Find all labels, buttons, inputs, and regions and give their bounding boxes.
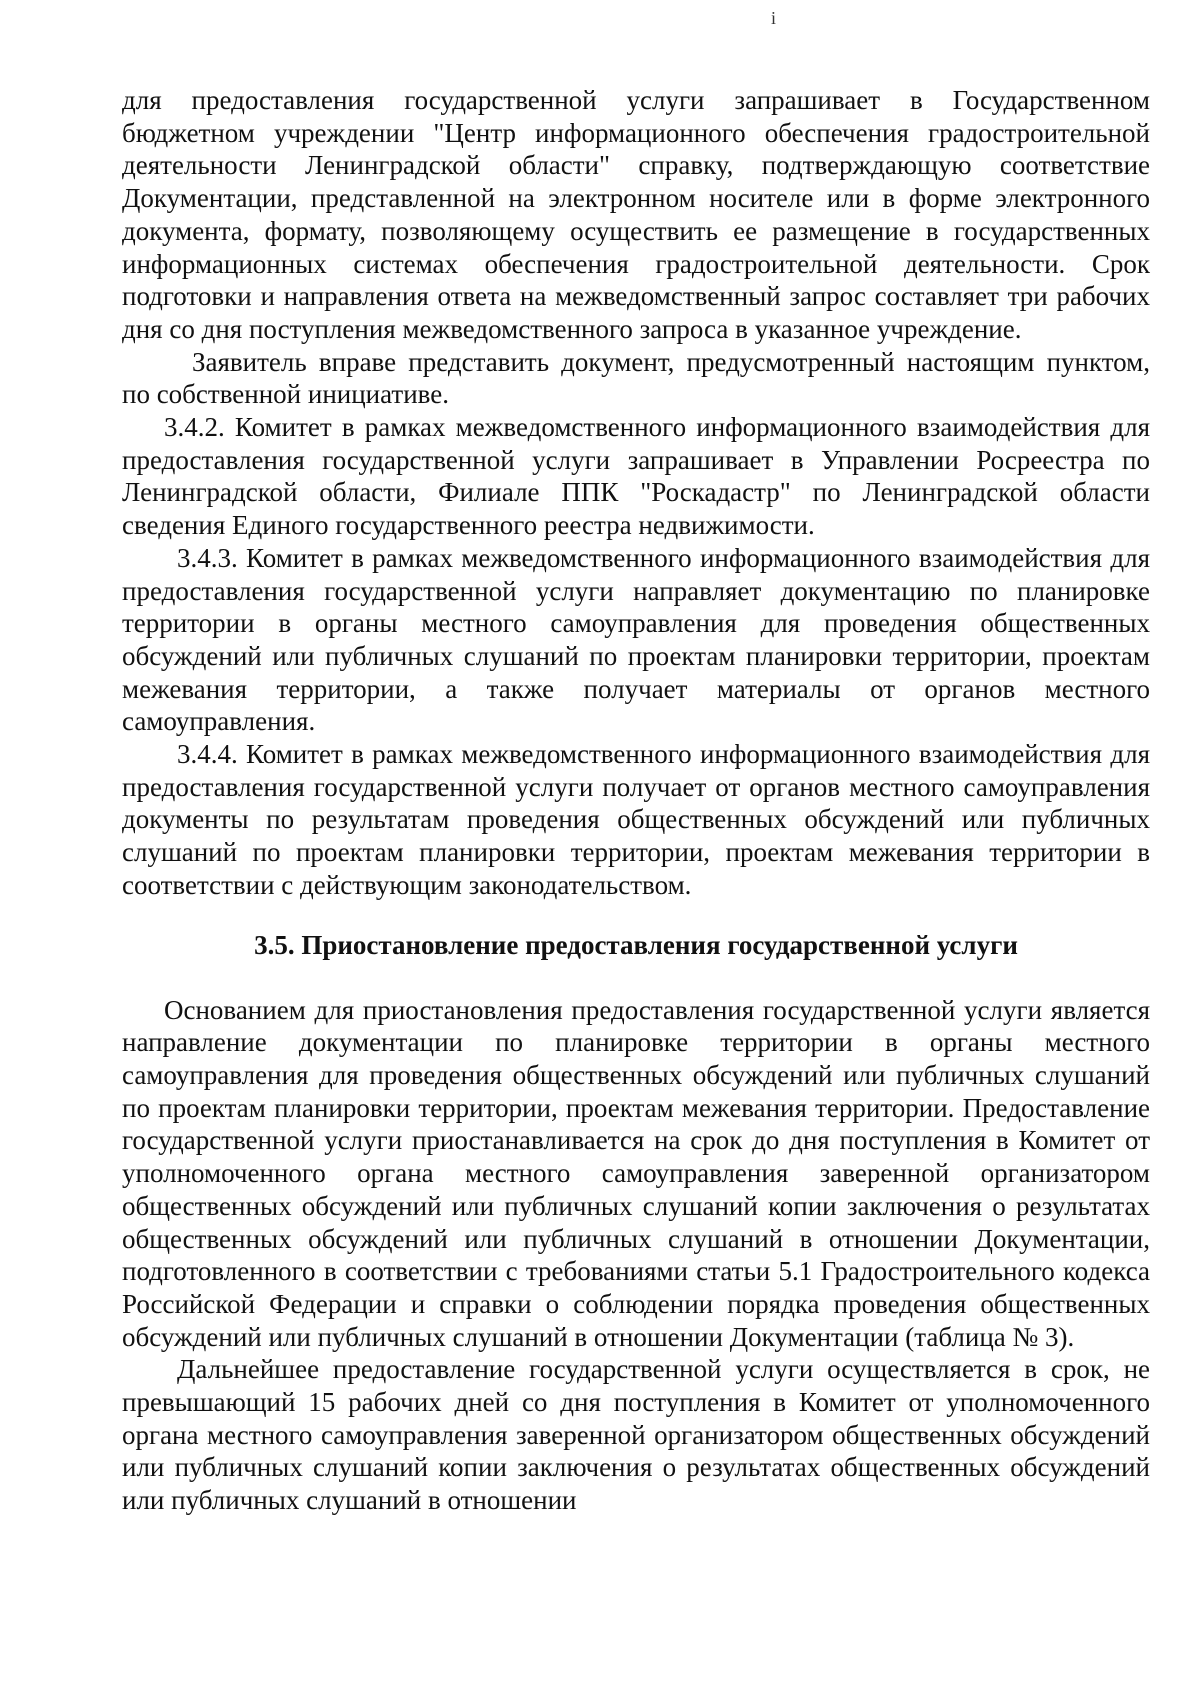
paragraph-3-4-4: 3.4.4. Комитет в рамках межведомственного информационного взаимодействия для предоставления государственной услуги получает от органов местного самоуправления документы по результатам проведения общественных обсуждений или публичных слушаний по проектам планировки территории, проектам межевания территории в соответствии с действующим законодательством. <box>122 739 1150 900</box>
paragraph-suspension-basis: Основанием для приостановления предоставления государственной услуги является направление документации по планировке территории в органы местного самоуправления для проведения общественных обсуждений или публичных слушаний по проектам планировки территории, проектам межевания территории. Предоставление государственной услуги приостанавливается на срок до дня поступления в Комитет от уполномоченного органа местного самоуправления заверенной организатором общественных обсуждений или публичных слушаний копии заключения о результатах общественных обсуждений или публичных слушаний в отношении Документации, подготовленного в соответствии с требованиями статьи 5.1 Градостроительного кодекса Российской Федерации и справки о соблюдении порядка проведения общественных обсуждений или публичных слушаний в отношении Документации (таблица № 3). <box>122 994 1150 1352</box>
paragraph-further-provision: Дальнейшее предоставление государственной услуги осуществляется в срок, не превышающий 15 рабочих дней со дня поступления в Комитет от уполномоченного органа местного самоуправления заверенной организатором общественных обсуждений или публичных слушаний копии заключения о результатах общественных обсуждений или публичных слушаний в отношении <box>122 1354 1150 1516</box>
paragraph-3-4-2: 3.4.2. Комитет в рамках межведомственного информационного взаимодействия для предоставления государственной услуги запрашивает в Управлении Росреестра по Ленинградской области, Филиале ППК "Роскадастр" по Ленинградской области сведения Единого государственного реестра недвижимости. <box>122 412 1150 541</box>
paragraph-applicant-right: Заявитель вправе представить документ, предусмотренный настоящим пунктом, по собственной инициативе. <box>122 346 1150 410</box>
paragraph-3-4-3: 3.4.3. Комитет в рамках межведомственного информационного взаимодействия для предоставления государственной услуги направляет документацию по планировке территории в органы местного самоуправления для проведения общественных обсуждений или публичных слушаний по проектам планировки территории, проектам межевания территории, а также получает материалы от органов местного самоуправления. <box>122 542 1150 737</box>
paragraph-continuation: для предоставления государственной услуги запрашивает в Государственном бюджетном учреждении "Центр информационного обеспечения градостроительной деятельности Ленинградской области" справку, подтверждающую соответствие Документации, представленной на электронном носителе или в форме электронного документа, формату, позволяющему осуществить ее размещение в государственных информационных системах обеспечения градостроительной деятельности. Срок подготовки и направления ответа на межведомственный запрос составляет три рабочих дня со дня поступления межведомственного запроса в указанное учреждение. <box>122 85 1150 344</box>
section-heading-3-5: 3.5. Приостановление предоставления государственной услуги <box>254 929 1018 960</box>
page-marker: і <box>771 8 777 28</box>
document-body <box>122 84 1150 1517</box>
